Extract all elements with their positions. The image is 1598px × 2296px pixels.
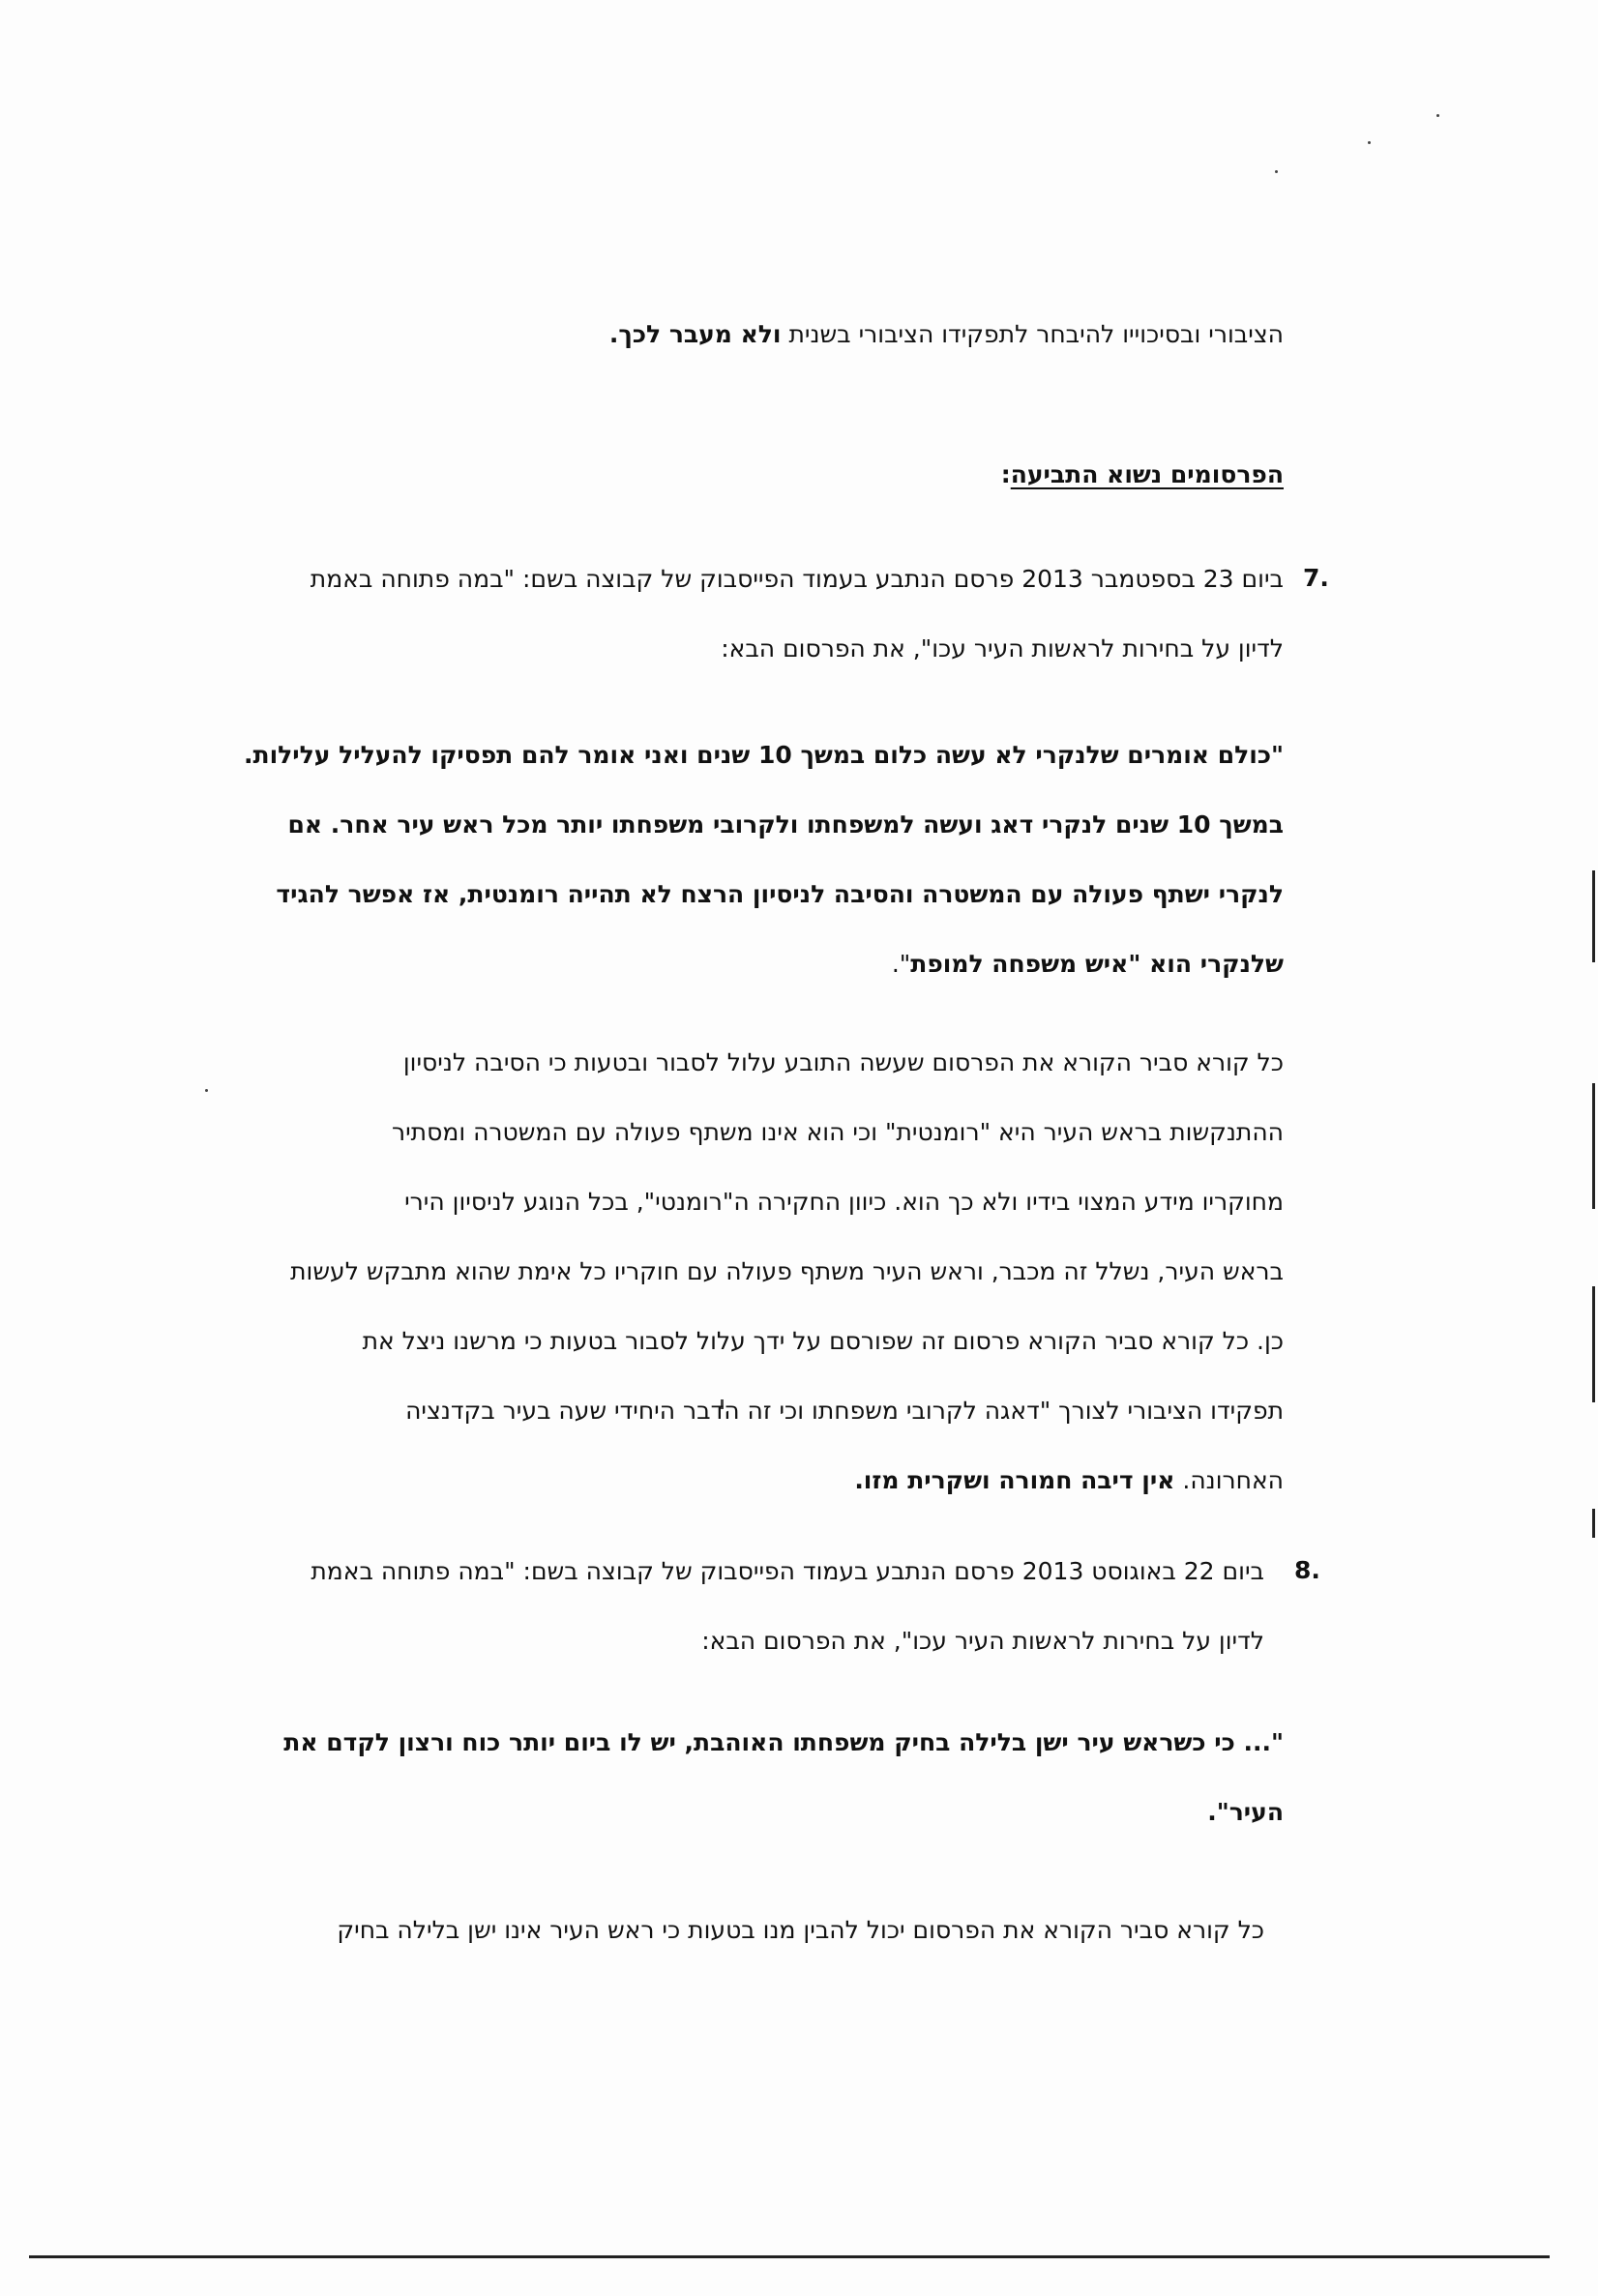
continuation-text — [220, 300, 1284, 369]
paragraph-7-line-3: מחוקריו מידע המצוי בידיו ולא כך הוא. כיוון החקירה ה"רומנטי", בכל הנוגע לניסיון הירי — [404, 1188, 1284, 1216]
paragraph-7-line-6: תפקידו הציבורי לצורך "דאגה לקרובי משפחתו וכי זה הדבר היחידי שעה בעיר בקדנציה — [405, 1397, 1284, 1425]
scan-edge-mark — [1592, 1083, 1595, 1209]
paragraph-7-line-4: בראש העיר, נשלל זה מכבר, וראש העיר משתף פעולה עם חוקריו כל אימת שהוא מתבקש לעשות — [290, 1257, 1284, 1285]
continuation-bold: ולא מעבר לכך. — [608, 320, 782, 348]
quote-7-line-3: לנקרי ישתף פעולה עם המשטרה והסיבה לניסיון הרצח לא תהייה רומנטית, אז אפשר להגיד — [276, 880, 1284, 908]
section-heading-text: הפרסומים נשוא התביעה — [1010, 460, 1284, 488]
item-7-text — [244, 545, 1284, 684]
item-number-7: 7. — [1303, 564, 1329, 592]
item-8-line-2: לדיון על בחירות לראשות העיר עכו", את הפרסום הבא: — [701, 1627, 1264, 1655]
scan-speck — [205, 1089, 208, 1092]
section-heading-colon: : — [1000, 460, 1011, 488]
paragraph-7-line-1: כל קורא סביר הקורא את הפרסום שעשה התובע עלול לסבור ובטעות כי הסיבה לניסיון — [402, 1048, 1284, 1076]
item-7-line-2: לדיון על בחירות לראשות העיר עכו", את הפרסום הבא: — [721, 634, 1284, 662]
quote-7 — [239, 721, 1284, 999]
item-8-text — [234, 1537, 1264, 1676]
item-7-line-1: ביום 23 בספטמבר 2013 פרסם הנתבע בעמוד הפייסבוק של קבוצה בשם: "במה פתוחה באמת — [310, 565, 1284, 593]
paragraph-7-line-5: כן. כל קורא סביר הקורא פרסום זה שפורסם על ידך עלול לסבור בטעות כי מרשנו ניצל את — [362, 1327, 1284, 1355]
paragraph-8 — [239, 1896, 1264, 1965]
item-number-8: 8. — [1294, 1556, 1320, 1584]
footer-rule — [29, 2255, 1550, 2258]
scan-speck — [1275, 170, 1278, 173]
scan-edge-mark — [1592, 1286, 1595, 1402]
item-8-line-1: ביום 22 באוגוסט 2013 פרסם הנתבע בעמוד הפייסבוק של קבוצה בשם: "במה פתוחה באמת — [311, 1557, 1264, 1585]
paragraph-7-line-7-bold: אין דיבה חמורה ושקרית מזו. — [854, 1466, 1175, 1494]
quote-7-line-4: שלנקרי הוא "איש משפחה למופת — [910, 950, 1284, 978]
paragraph-8-line-1: כל קורא סביר הקורא את הפרסום יכול להבין מנו בטעות כי ראש העיר אינו ישן בלילה בחיק — [337, 1916, 1264, 1944]
section-heading — [607, 440, 1284, 510]
quote-7-line-1: "כולם אומרים שלנקרי לא עשה כלום במשך 10 שנים ואני אומר להם תפסיקו להעליל עלילות. — [244, 741, 1284, 769]
scan-speck — [1368, 141, 1371, 144]
quote-7-line-4-end: ". — [891, 950, 911, 978]
continuation-regular: הציבורי ובסיכוייו להיבחר לתפקידו הציבורי בשנית — [788, 320, 1284, 348]
scan-speck — [1436, 114, 1439, 117]
quote-8 — [239, 1708, 1284, 1847]
quote-7-line-2: במשך 10 שנים לנקרי דאג ועשה למשפחתו ולקרובי משפחתו יותר מכל ראש עיר אחר. אם — [287, 810, 1284, 839]
quote-8-line-2: העיר". — [1207, 1798, 1284, 1826]
paragraph-7 — [239, 1028, 1284, 1516]
paragraph-7-line-2: ההתנקשות בראש העיר היא "רומנטית" וכי הוא אינו משתף פעולה עם המשטרה ומסתיר — [391, 1118, 1284, 1146]
quote-8-line-1: "... כי כשראש עיר ישן בלילה בחיק משפחתו האוהבת, יש לו ביום יותר כוח ורצון לקדם את — [283, 1728, 1284, 1756]
scan-edge-mark — [1592, 870, 1595, 962]
paragraph-7-line-7-start: האחרונה. — [1182, 1466, 1284, 1494]
scan-edge-mark — [1592, 1509, 1595, 1538]
